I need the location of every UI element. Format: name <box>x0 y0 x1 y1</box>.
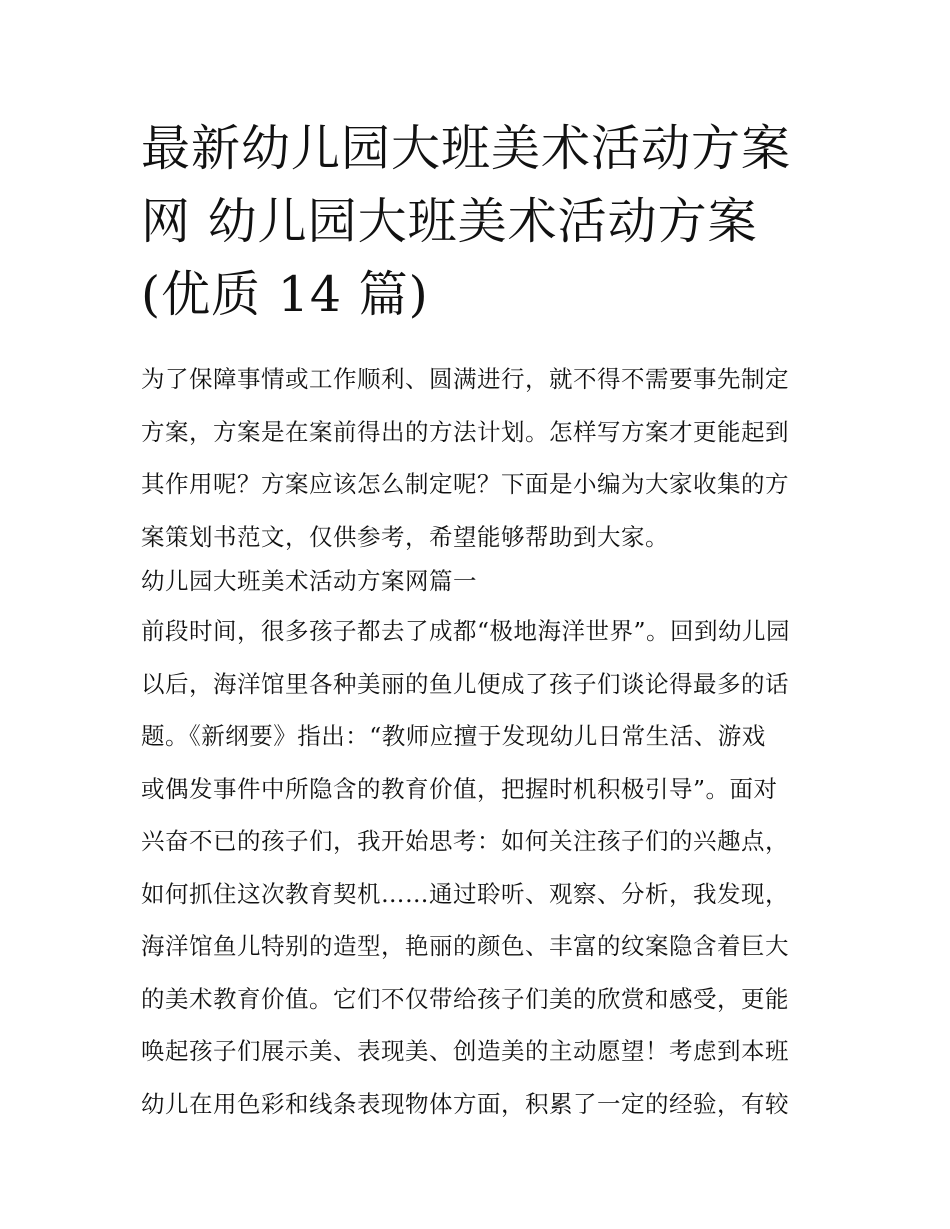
intro-line: 其作用呢？方案应该怎么制定呢？下面是小编为大家收集的方 <box>141 470 789 498</box>
paragraph-line: 前段时间，很多孩子都去了成都“极地海洋世界”。回到幼儿园 <box>141 617 791 645</box>
paragraph-line: 如何抓住这次教育契机……通过聆听、观察、分析，我发现， <box>141 879 789 908</box>
intro-line: 方案，方案是在案前得出的方法计划。怎样写方案才更能起到 <box>141 417 789 446</box>
section-heading-text: 幼儿园大班美术活动方案网篇一 <box>141 567 477 595</box>
title-line: 最新幼儿园大班美术活动方案 <box>141 120 792 177</box>
paragraph-line: 或偶发事件中所隐含的教育价值，把握时机积极引导”。面对 <box>141 774 778 803</box>
document-title <box>141 112 831 331</box>
paragraph-line: 题。《新纲要》指出：“教师应擅于发现幼儿日常生活、游戏 <box>141 722 766 750</box>
intro-paragraph <box>141 353 821 563</box>
body-paragraph <box>141 605 821 1130</box>
paragraph-line: 唤起孩子们展示美、表现美、创造美的主动愿望！考虑到本班 <box>141 1037 789 1065</box>
paragraph-line: 海洋馆鱼儿特别的造型，艳丽的颜色、丰富的纹案隐含着巨大 <box>141 932 789 960</box>
paragraph-line: 以后，海洋馆里各种美丽的鱼儿便成了孩子们谈论得最多的话 <box>141 669 789 698</box>
title-line: (优质 14 篇) <box>141 266 429 323</box>
paragraph-line: 兴奋不已的孩子们，我开始思考：如何关注孩子们的兴趣点， <box>141 827 789 855</box>
section-heading <box>141 555 821 608</box>
intro-line: 案策划书范文，仅供参考，希望能够帮助到大家。 <box>141 522 669 551</box>
paragraph-line: 的美术教育价值。它们不仅带给孩子们美的欣赏和感受，更能 <box>141 984 789 1013</box>
title-line: 网 幼儿园大班美术活动方案 <box>141 193 758 250</box>
intro-line: 为了保障事情或工作顺利、圆满进行，就不得不需要事先制定 <box>141 365 789 393</box>
paragraph-line: 幼儿在用色彩和线条表现物体方面，积累了一定的经验，有较 <box>141 1089 789 1118</box>
